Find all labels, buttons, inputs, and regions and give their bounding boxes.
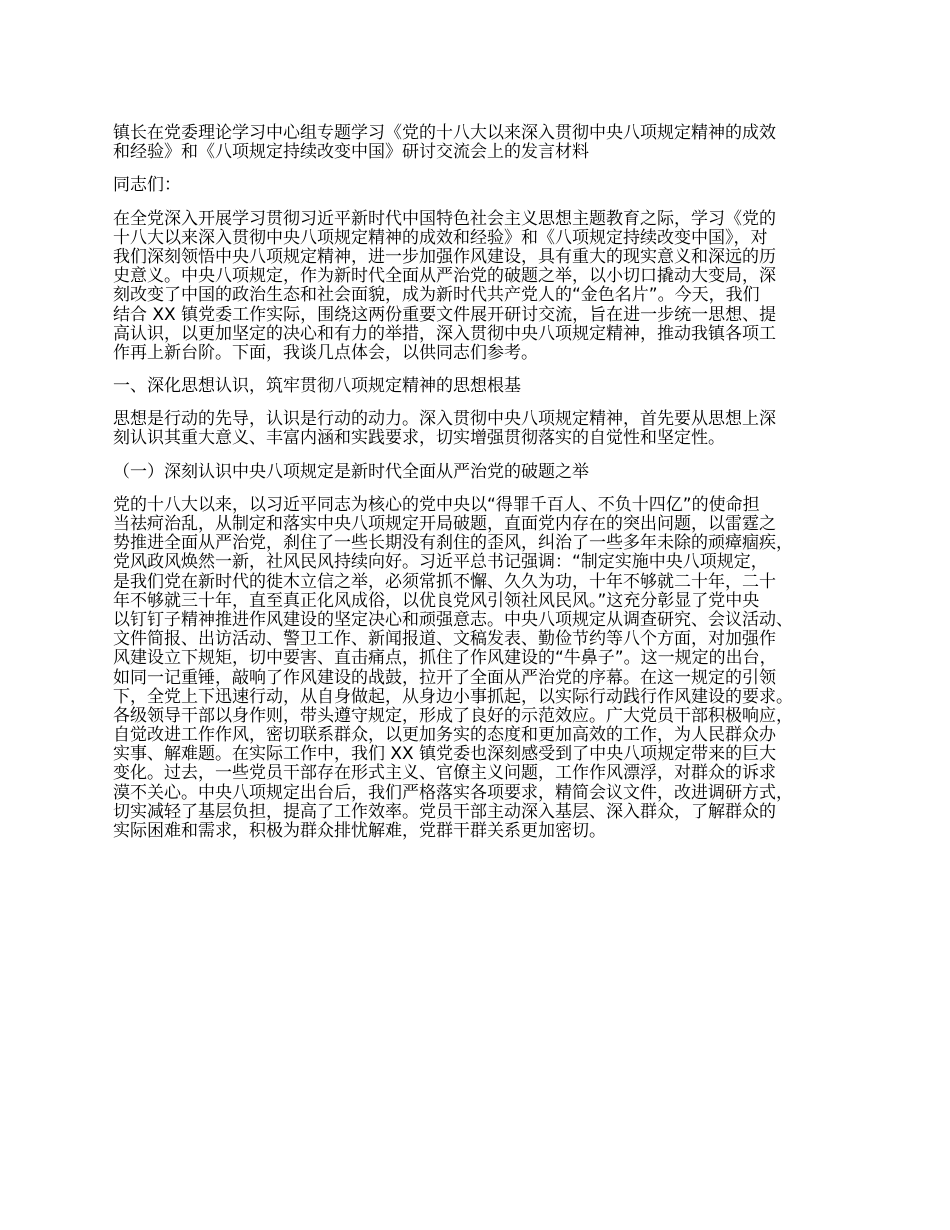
heading-text: （一）深刻认识中央八项规定是新时代全面从严治党的破题之举 — [113, 461, 589, 482]
paragraph-line: 漠不关心。中央八项规定出台后，我们严格落实各项要求，精简会议文件，改进调研方式， — [113, 782, 793, 803]
paragraph-line: 我们深刻领悟中央八项规定精神，进一步加强作风建设，具有重大的现实意义和深远的历 — [113, 246, 776, 267]
paragraph-line: 刻改变了中国的政治生态和社会面貌，成为新时代共产党人的“金色名片”。今天，我们 — [113, 285, 760, 306]
paragraph-line: 党的十八大以来，以习近平同志为核心的党中央以“得罪千百人、不负十四亿”的使命担 — [113, 494, 760, 515]
heading-text: 一、深化思想认识，筑牢贯彻八项规定精神的思想根基 — [113, 376, 521, 397]
paragraph-line: 下，全党上下迅速行动，从自身做起，从身边小事抓起，以实际行动践行作风建设的要求。 — [113, 686, 793, 707]
greeting-text: 同志们： — [113, 175, 181, 196]
section-paragraph-1 — [113, 410, 858, 448]
greeting — [113, 176, 858, 195]
paragraph-line: 如同一记重锤，敲响了作风建设的战鼓，拉开了全面从严治党的序幕。在这一规定的引领 — [113, 667, 776, 688]
paragraph-line: 变化。过去，一些党员干部存在形式主义、官僚主义问题，工作作风漂浮，对群众的诉求 — [113, 763, 776, 784]
title-line: 镇长在党委理论学习中心组专题学习《党的十八大以来深入贯彻中央八项规定精神的成效 — [113, 123, 776, 143]
paragraph-line: 势推进全面从严治党，刹住了一些长期没有刹住的歪风，纠治了一些多年未除的顽瘴痼疾， — [113, 533, 793, 554]
title-line: 和经验》和《八项规定持续改变中国》研讨交流会上的发言材料 — [113, 142, 589, 163]
paragraph-line: 作再上新台阶。下面，我谈几点体会，以供同志们参考。 — [113, 342, 538, 363]
paragraph-line: 刻认识其重大意义、丰富内涵和实践要求，切实增强贯彻落实的自觉性和坚定性。 — [113, 428, 725, 449]
paragraph-line: 是我们党在新时代的徙木立信之举，必须常抓不懈、久久为功，十年不够就二十年，二十 — [113, 571, 776, 592]
paragraph-line: 文件简报、出访活动、警卫工作、新闻报道、文稿发表、勤俭节约等八个方面，对加强作 — [113, 629, 776, 650]
paragraph-line: 以钉钉子精神推进作风建设的坚定决心和顽强意志。中央八项规定从调查研究、会议活动、 — [113, 609, 793, 630]
paragraph-line: 十八大以来深入贯彻中央八项规定精神的成效和经验》和《八项规定持续改变中国》，对 — [113, 227, 768, 248]
paragraph-line: 思想是行动的先导，认识是行动的动力。深入贯彻中央八项规定精神，首先要从思想上深 — [113, 409, 776, 430]
section-heading-1 — [113, 377, 858, 396]
subsection-paragraph-1 — [113, 496, 858, 841]
paragraph-line: 党风政风焕然一新，社风民风持续向好。习近平总书记强调：“制定实施中央八项规定， — [113, 552, 768, 573]
intro-paragraph — [113, 210, 858, 364]
paragraph-line: 实事、解难题。在实际工作中，我们 XX 镇党委也深刻感受到了中央八项规定带来的巨大 — [113, 744, 777, 765]
paragraph-line: 各级领导干部以身作则，带头遵守规定，形成了良好的示范效应。广大党员干部积极响应， — [113, 705, 793, 726]
subsection-heading-1 — [113, 463, 858, 482]
paragraph-line: 当祛疴治乱，从制定和落实中央八项规定开局破题，直面党内存在的突出问题，以雷霆之 — [113, 514, 776, 534]
paragraph-line: 风建设立下规矩，切中要害、直击痛点，抓住了作风建设的“牛鼻子”。这一规定的出台， — [113, 648, 777, 669]
paragraph-line: 切实减轻了基层负担，提高了工作效率。党员干部主动深入基层、深入群众，了解群众的 — [113, 801, 776, 822]
paragraph-line: 年不够就三十年，直至真正化风成俗，以优良党风引领社风民风。”这充分彰显了党中央 — [113, 590, 760, 611]
paragraph-line: 高认识，以更加坚定的决心和有力的举措，深入贯彻中央八项规定精神，推动我镇各项工 — [113, 323, 776, 344]
paragraph-line: 结合 XX 镇党委工作实际，围绕这两份重要文件展开研讨交流，旨在进一步统一思想、提 — [113, 304, 777, 325]
paragraph-line: 实际困难和需求，积极为群众排忧解难，党群干群关系更加密切。 — [113, 821, 606, 841]
paragraph-line: 自觉改进工作作风，密切联系群众，以更加务实的态度和更加高效的工作，为人民群众办 — [113, 725, 776, 746]
paragraph-line: 在全党深入开展学习贯彻习近平新时代中国特色社会主义思想主题教育之际，学习《党的 — [113, 208, 776, 229]
document-body — [113, 124, 858, 841]
document-title — [113, 124, 858, 162]
paragraph-line: 史意义。中央八项规定，作为新时代全面从严治党的破题之举，以小切口撬动大变局，深 — [113, 266, 776, 287]
